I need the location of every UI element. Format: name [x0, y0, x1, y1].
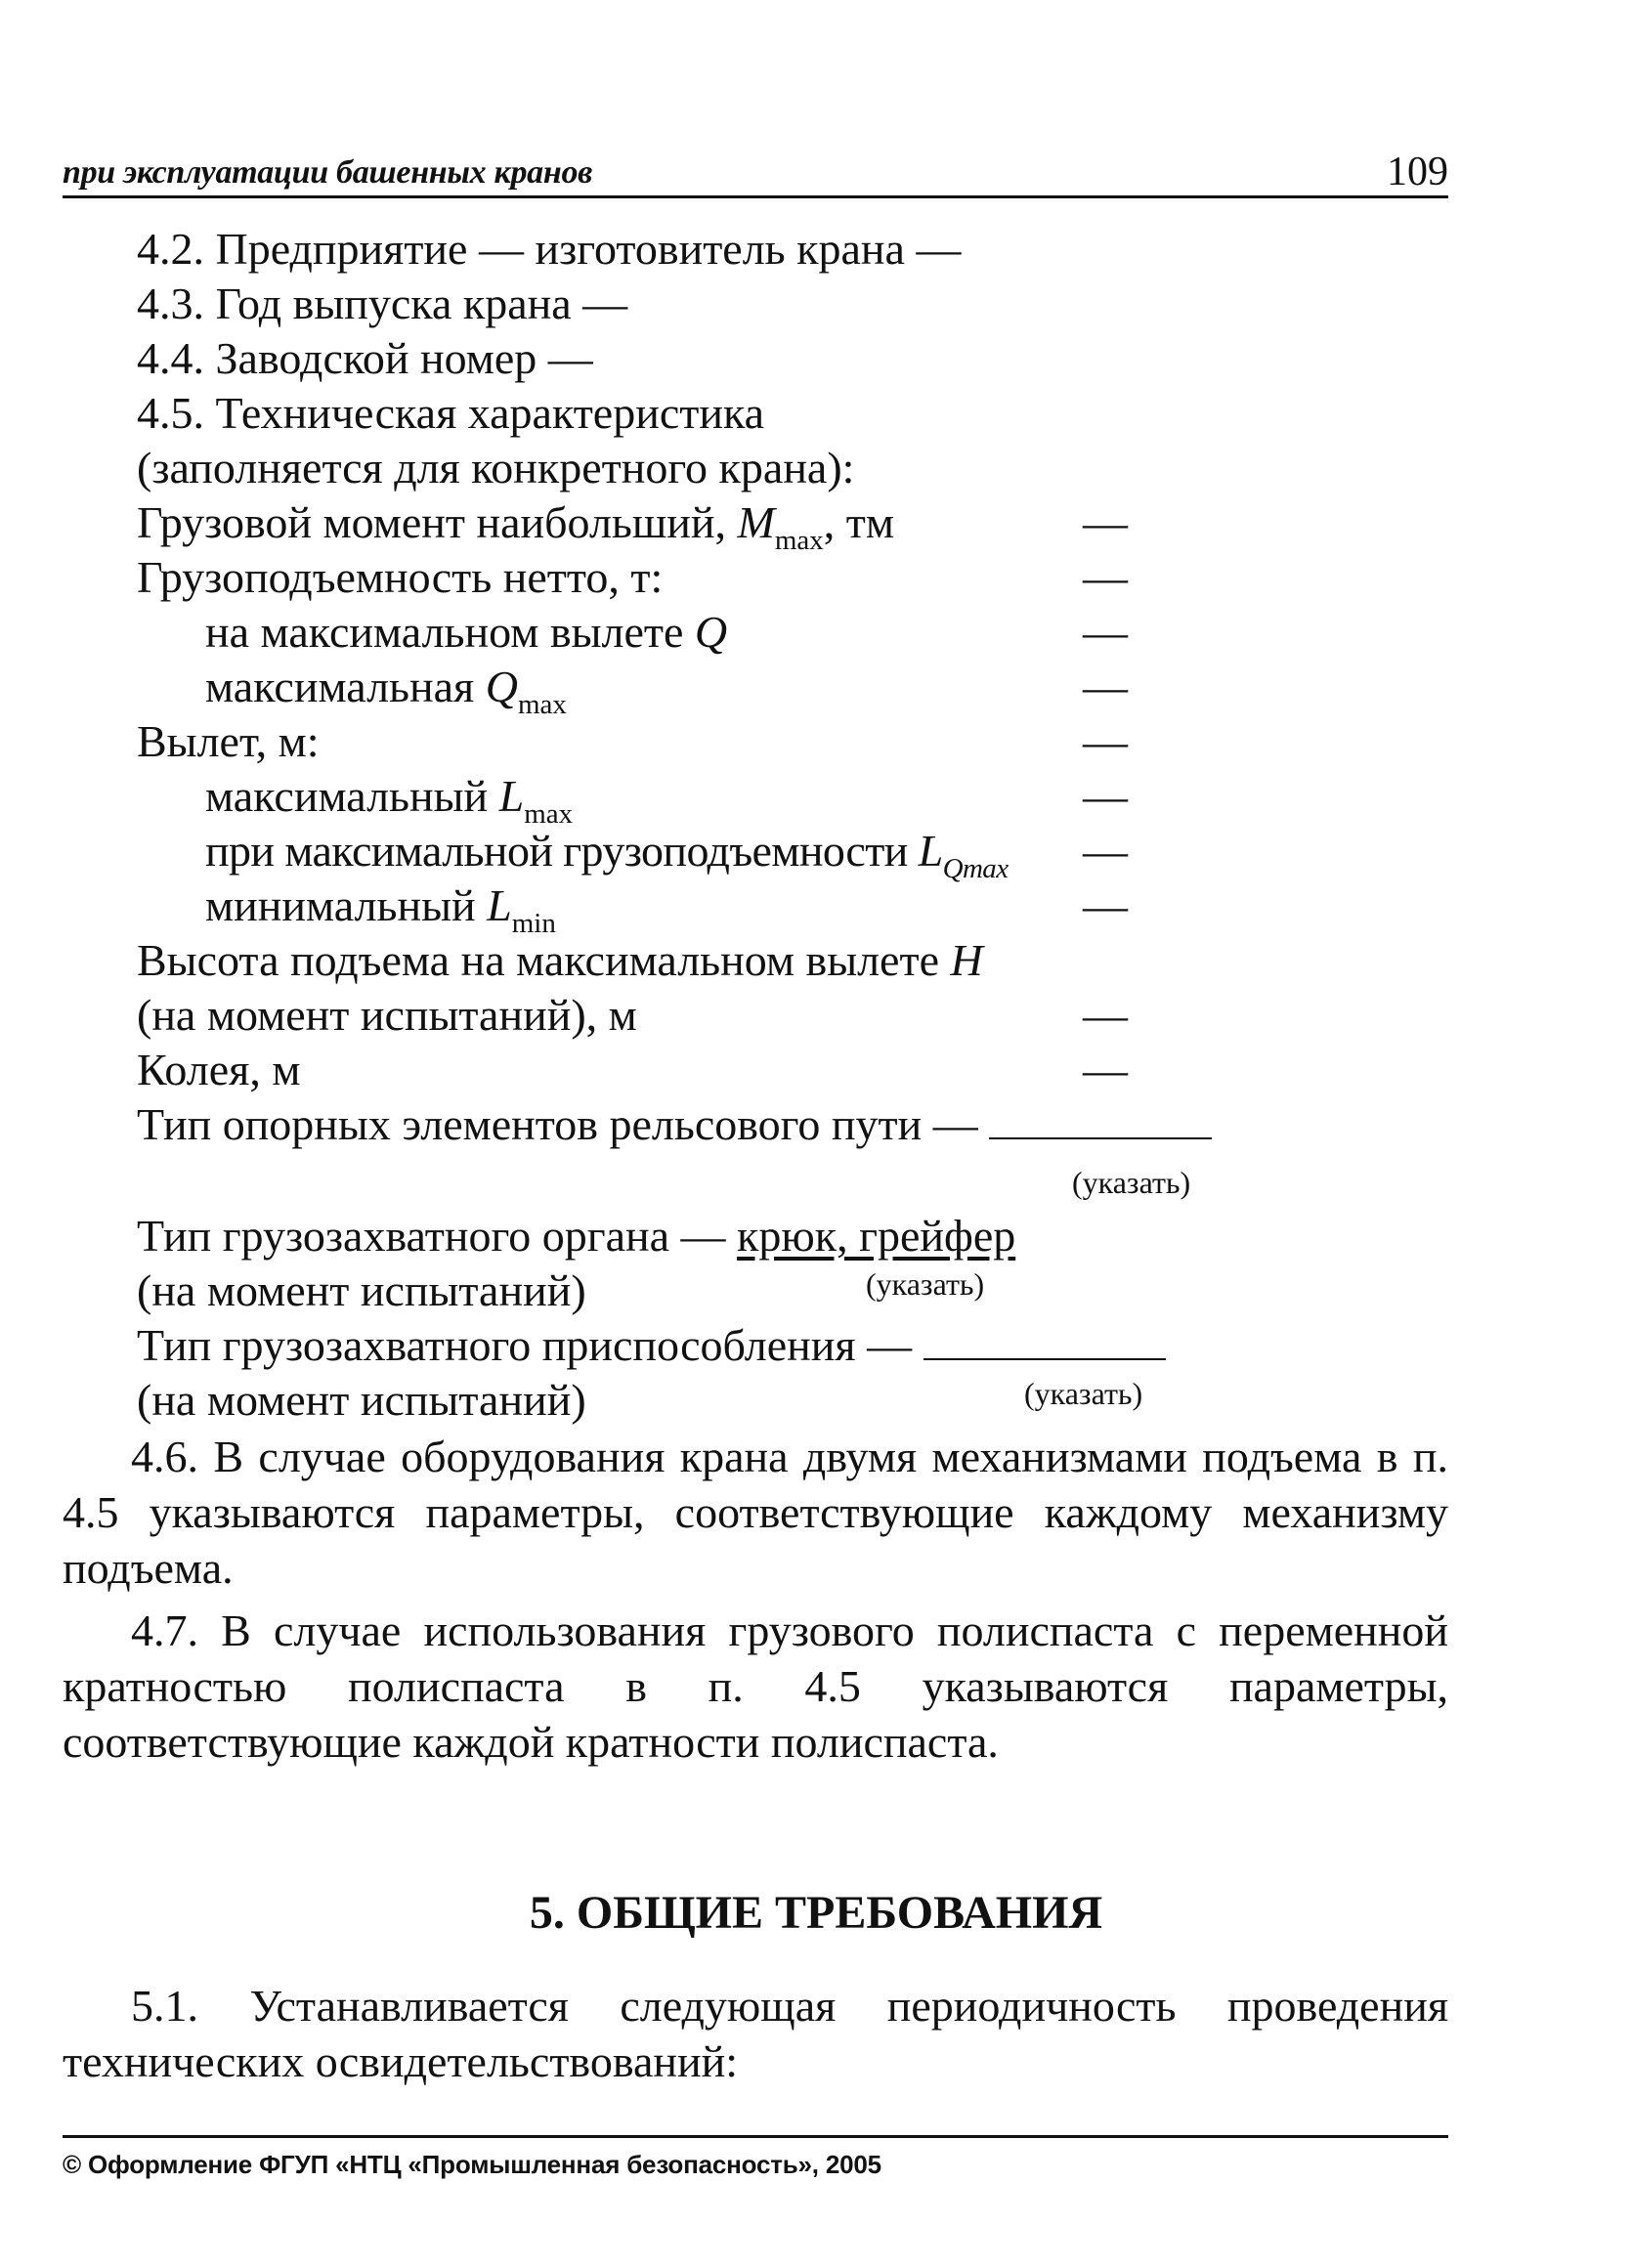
header-title: при эксплуатации башенных кранов — [63, 154, 593, 191]
spec-device-note: (на момент испытаний) — [137, 1375, 586, 1425]
dash: — — [1083, 716, 1128, 766]
dash: — — [1083, 771, 1128, 821]
specify-note: (указать) — [1024, 1376, 1143, 1411]
dash: — — [1083, 1045, 1128, 1094]
dash: — — [1083, 826, 1128, 876]
page-number: 109 — [1387, 150, 1448, 194]
dash: — — [1083, 497, 1128, 547]
spec-height: Высота подъема на максимальном вылете H — [137, 935, 983, 985]
item-4-4: 4.4. Заводской номер — — [137, 333, 593, 383]
spec-capacity: Грузоподъемность нетто, т: — [137, 552, 664, 602]
item-4-3: 4.3. Год выпуска крана — — [137, 278, 628, 328]
dash: — — [1083, 880, 1128, 930]
section-title: 5. ОБЩИЕ ТРЕБОВАНИЯ — [529, 1887, 1103, 1939]
paragraph-4-6: 4.6. В случае оборудования крана двумя механизмами подъема в п. 4.5 указываются параметры, соответствующие каждому механизму подъема. — [63, 1432, 1448, 1593]
running-header — [63, 150, 1448, 198]
specify-note: (указать) — [1072, 1165, 1191, 1200]
item-4-5: 4.5. Техническая характеристика — [137, 388, 765, 438]
fill-blank — [923, 1358, 1166, 1360]
spec-support: Тип опорных элементов рельсового пути — — [137, 1102, 1212, 1147]
spec-gripper: Тип грузозахватного органа — крюк, грейфер — [137, 1211, 1016, 1261]
spec-device: Тип грузозахватного приспособления — — [137, 1323, 1166, 1368]
spec-moment: Грузовой момент наибольший, $M_{max}$, тм — [137, 497, 895, 556]
spec-reach-min: минимальный $L_{min}$ — [205, 880, 556, 939]
paragraph-4-7: 4.7. В случае использования грузового полиспаста с переменной кратностью полиспаста в п. 4.5 указываются параметры, соответствующие каждой кратности полиспаста. — [63, 1605, 1448, 1767]
dash: — — [1083, 662, 1128, 711]
item-4-2: 4.2. Предприятие — изготовитель крана — — [137, 224, 962, 274]
item-4-5-note: (заполняется для конкретного крана): — [137, 443, 855, 492]
dash: — — [1083, 990, 1128, 1040]
fill-blank — [989, 1137, 1212, 1139]
spec-cap-max: максимальная $Q_{max}$ — [205, 662, 567, 720]
spec-gauge: Колея, м — [137, 1045, 301, 1094]
footer-rule — [63, 2135, 1448, 2138]
spec-cap-max-reach: на максимальном вылете Q — [205, 607, 728, 657]
spec-gripper-note: (на момент испытаний) — [137, 1265, 586, 1315]
dash: — — [1083, 607, 1128, 657]
footer-copyright: © Оформление ФГУП «НТЦ «Промышленная безопасность», 2005 — [63, 2150, 881, 2179]
spec-reach-max: максимальный $L_{max}$ — [205, 771, 574, 830]
spec-reach: Вылет, м: — [137, 716, 320, 766]
gripper-value: крюк, грейфер — [737, 1211, 1016, 1261]
specify-note: (указать) — [866, 1266, 985, 1302]
spec-height-note: (на момент испытаний), м — [137, 990, 637, 1040]
spec-reach-at-qmax: при максимальной грузоподъемности $L_{Qmax}$ — [205, 826, 1009, 884]
paragraph-5-1: 5.1. Устанавливается следующая периодичность проведения технических освидетельствований: — [63, 1981, 1448, 2086]
dash: — — [1083, 552, 1128, 602]
